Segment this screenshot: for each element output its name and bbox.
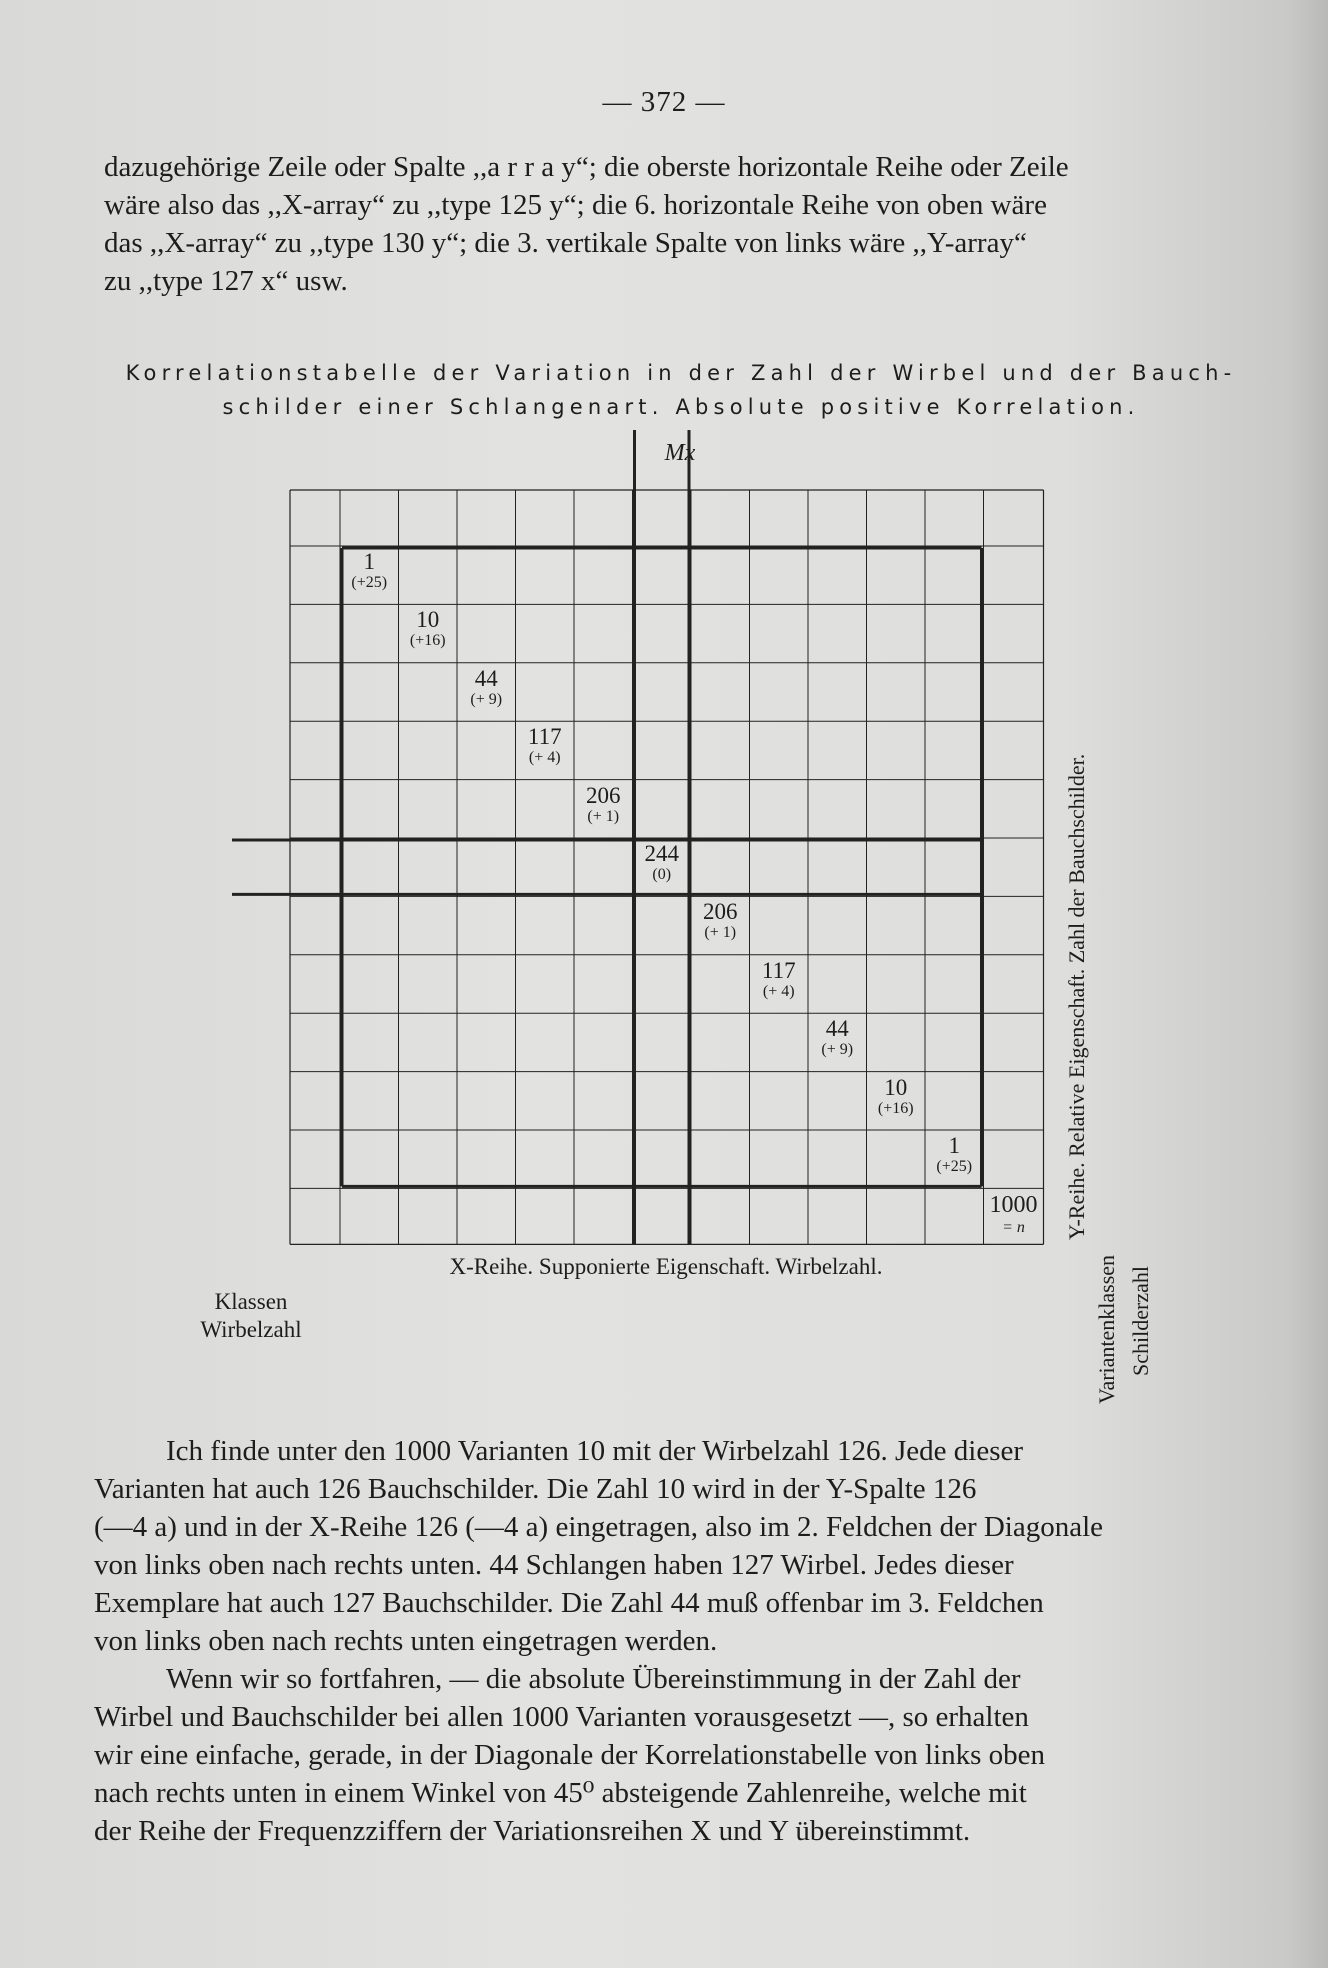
varianten-label-2: Schilderzahl [1128, 1266, 1153, 1376]
body-line: Wenn wir so fortfahren, — die absolute Übereinstimmung in der Zahl der [166, 1663, 1021, 1695]
klassen-line: Wirbelzahl [200, 1317, 302, 1342]
mx-label: Mx [664, 440, 696, 466]
diagonal-product: (+25) [936, 1158, 973, 1175]
body-line: wir eine einfache, gerade, in der Diagonale der Korrelationstabelle von links oben [94, 1739, 1045, 1771]
page-number: — 372 — [602, 86, 726, 118]
total-n: = n [1002, 1219, 1025, 1237]
klassen-line: Klassen [214, 1289, 288, 1314]
diagonal-product: (0) [652, 866, 672, 883]
caption-line: schilder einer Schlangenart. Absolute positive Korrelation. [222, 395, 1140, 419]
intro-line: das ,,X-array“ zu ,,type 130 y“; die 3. vertikale Spalte von links wäre ,,Y-array“ [104, 227, 1027, 259]
klassen-label [186, 1288, 316, 1344]
body-line: (—4 a) und in der X-Reihe 126 (—4 a) eingetragen, also im 2. Feldchen der Diagonale [94, 1511, 1104, 1543]
diagonal-product: (+ 9) [821, 1041, 854, 1059]
diagonal-product: (+ 9) [470, 690, 503, 708]
diagonal-cell [399, 608, 458, 660]
diagonal-cell [691, 900, 750, 952]
body-line: nach rechts unten in einem Winkel von 45⁰ absteigende Zahlenreihe, welche mit [94, 1777, 1027, 1809]
body-text [94, 1432, 1234, 1850]
diagonal-cell [925, 1134, 984, 1186]
diagonal-cell [340, 550, 399, 602]
diagonal-value: 10 [416, 607, 440, 633]
intro-line: dazugehörige Zeile oder Spalte ,,a r r a y“; die oberste horizontale Reihe oder Zeile [104, 151, 1069, 183]
diagonal-cell [808, 1017, 867, 1069]
diagonal-product: (+ 4) [528, 749, 561, 767]
diagonal-value: 10 [884, 1074, 908, 1100]
diagonal-value: 117 [527, 724, 562, 750]
diagonal-cell [750, 959, 809, 1011]
diagonal-value: 44 [825, 1016, 849, 1042]
diagonal-cell [457, 667, 516, 719]
x-row-label: X-Reihe. Supponierte Eigenschaft. Wirbelzahl. [449, 1254, 883, 1279]
body-line: Wirbel und Bauchschilder bei allen 1000 Varianten vorausgesetzt —, so erhalten [94, 1701, 1029, 1733]
y-row-label: Y-Reihe. Relative Eigenschaft. Zahl der Bauchschilder. [1064, 753, 1089, 1240]
diagonal-value: 1 [363, 549, 375, 574]
diagonal-product: (+25) [351, 574, 388, 591]
diagonal-cell [633, 842, 692, 894]
body-line: von links oben nach rechts unten eingetragen werden. [94, 1625, 718, 1657]
diagonal-product: (+ 1) [587, 807, 620, 825]
varianten-label-1: Variantenklassen [1094, 1254, 1119, 1404]
intro-line: zu ,,type 127 x“ usw. [104, 265, 348, 297]
body-line: Varianten hat auch 126 Bauchschilder. Die Zahl 10 wird in der Y-Spalte 126 [94, 1473, 977, 1505]
intro-line: wäre also das ,,X-array“ zu ,,type 125 y“; die 6. horizontale Reihe von oben wäre [104, 189, 1047, 221]
diagonal-cell [867, 1076, 926, 1128]
diagonal-value: 244 [644, 841, 679, 866]
body-line: Exemplare hat auch 127 Bauchschilder. Die Zahl 44 muß offenbar im 3. Feldchen [94, 1587, 1044, 1619]
diagonal-product: (+ 4) [762, 982, 795, 1000]
diagonal-cell [516, 725, 575, 777]
diagonal-value: 44 [474, 665, 498, 691]
body-line: der Reihe der Frequenzziffern der Variationsreihen X und Y übereinstimmt. [94, 1815, 971, 1847]
body-line: von links oben nach rechts unten. 44 Schlangen haben 127 Wirbel. Jedes dieser [94, 1549, 1014, 1581]
diagonal-cell [574, 784, 633, 836]
diagonal-value: 206 [703, 899, 738, 925]
body-line: Ich finde unter den 1000 Varianten 10 mit der Wirbelzahl 126. Jede dieser [166, 1435, 1024, 1467]
diagonal-value: 117 [761, 957, 796, 983]
diagonal-product: (+16) [877, 1099, 914, 1117]
diagonal-product: (+16) [409, 632, 446, 650]
caption-line: Korrelationstabelle der Variation in der Zahl der Wirbel und der Bauch- [125, 361, 1237, 385]
diagonal-product: (+ 1) [704, 924, 737, 942]
diagonal-value: 1 [948, 1133, 960, 1158]
total-value: 1000 [989, 1192, 1038, 1219]
diagonal-value: 206 [586, 782, 621, 808]
total-cell [984, 1192, 1044, 1237]
